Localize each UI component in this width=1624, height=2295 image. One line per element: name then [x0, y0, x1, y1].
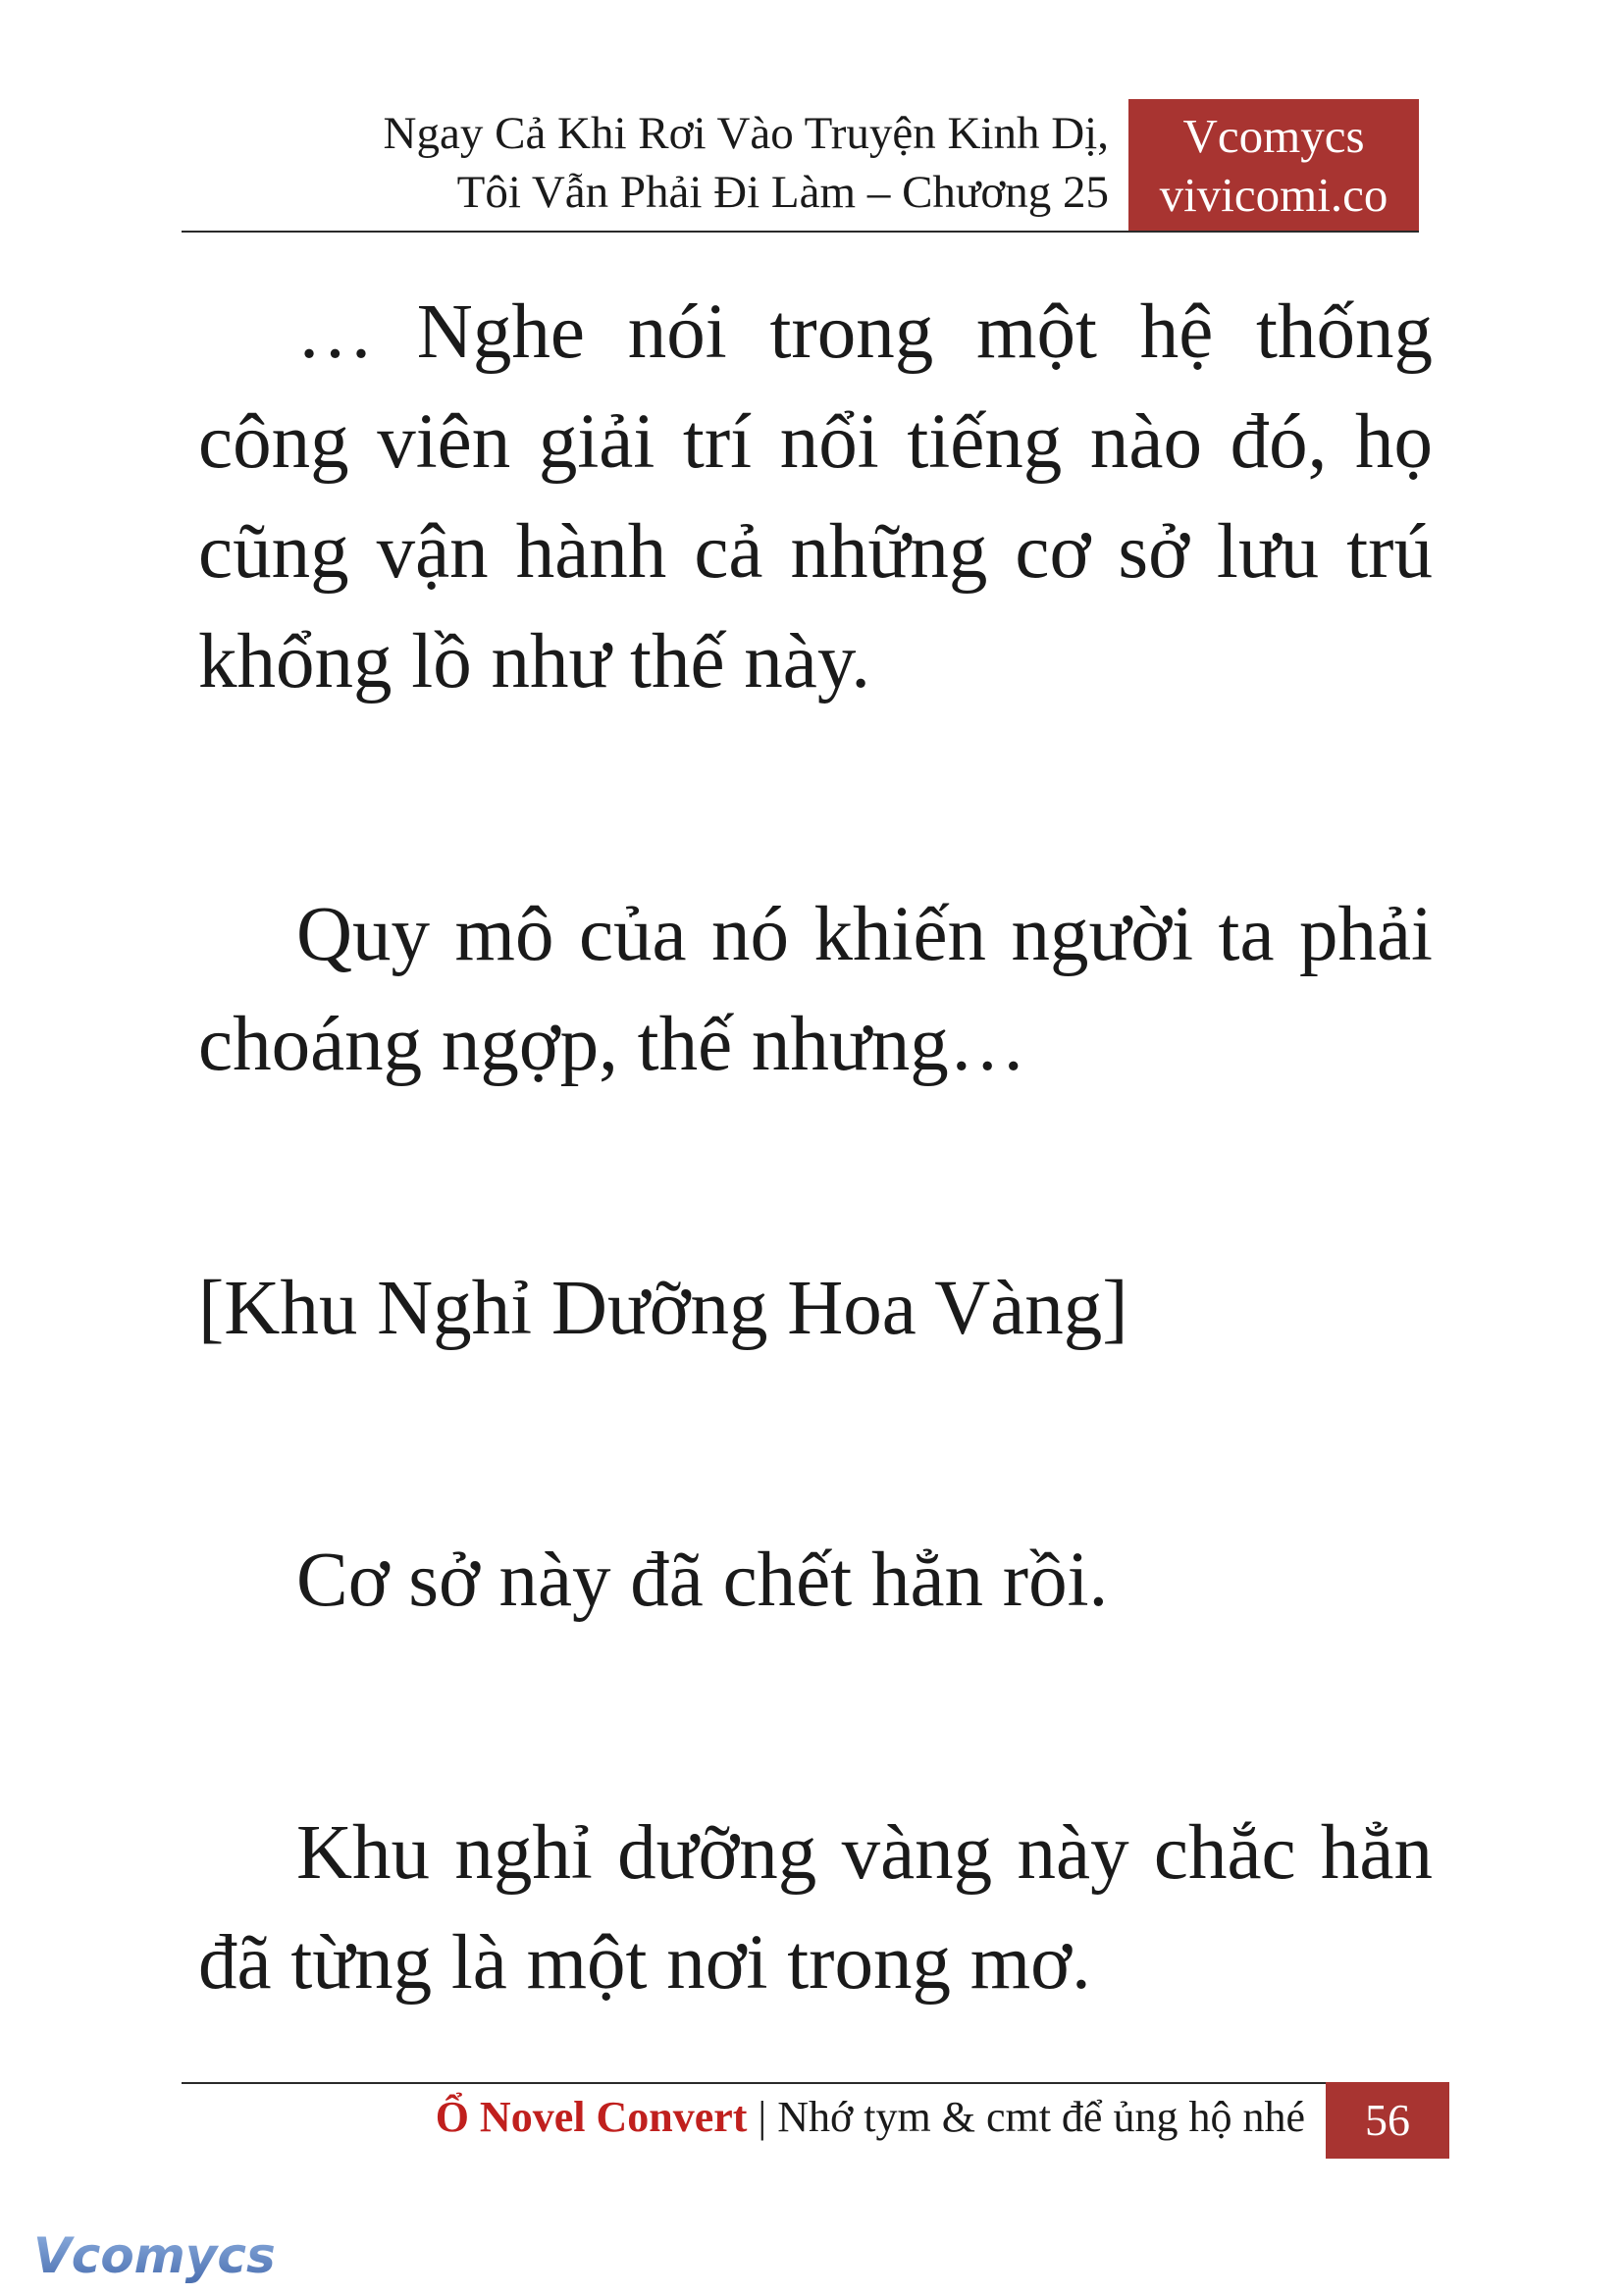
- footer-divider: [182, 2082, 1447, 2084]
- header-brand-badge: [1128, 99, 1419, 232]
- watermark-text: Vcomycs: [33, 2227, 276, 2284]
- footer-separator: |: [747, 2093, 778, 2141]
- vcomycs-watermark-logo: [29, 2219, 276, 2290]
- chapter-title-line1: Ngay Cả Khi Rơi Vào Truyện Kinh Dị,: [383, 108, 1109, 159]
- page-number: 56: [1326, 2082, 1449, 2159]
- footer-message: Nhớ tym & cmt để ủng hộ nhé: [777, 2093, 1305, 2141]
- paragraph-4: Cơ sở này đã chết hẳn rồi.: [296, 1538, 1109, 1623]
- paragraph-1: … Nghe nói trong một hệ thống công viên giải trí nổi tiếng nào đó, họ cũng vận hành cả những cơ sở lưu trú khổng lồ như thế này.: [198, 289, 1433, 704]
- header-brand-name: Vcomycs: [1182, 109, 1365, 163]
- chapter-title-line2: Tôi Vẫn Phải Đi Làm – Chương 25: [456, 167, 1109, 218]
- paragraph-2: Quy mô của nó khiến người ta phải choáng ngợp, thế nhưng…: [198, 892, 1433, 1087]
- footer-line: [196, 2088, 1305, 2147]
- paragraph-5: Khu nghỉ dưỡng vàng này chắc hẳn đã từng là một nơi trong mơ.: [198, 1810, 1433, 2006]
- paragraph-3-heading: [Khu Nghỉ Dưỡng Hoa Vàng]: [198, 1266, 1128, 1351]
- footer-brand: Ổ Novel Convert: [435, 2093, 748, 2141]
- header-divider: [182, 231, 1419, 233]
- chapter-title: [177, 104, 1109, 222]
- header-brand-site: vivicomi.co: [1159, 168, 1388, 222]
